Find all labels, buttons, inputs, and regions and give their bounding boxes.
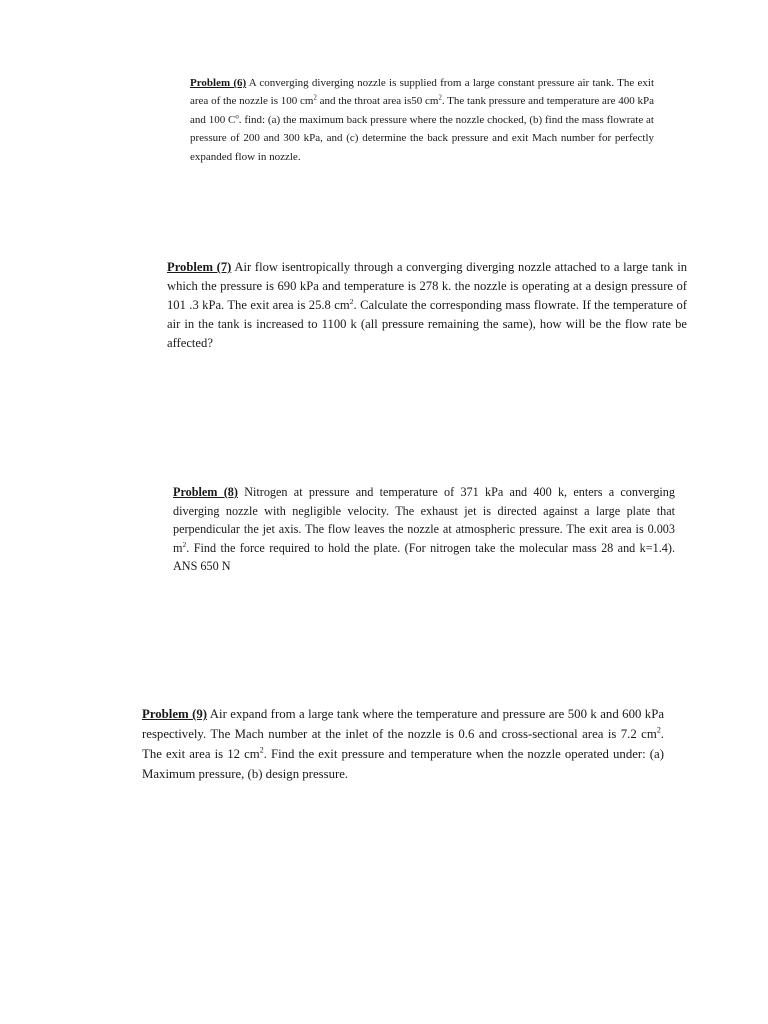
superscript: 2 bbox=[438, 94, 442, 102]
superscript: 2 bbox=[656, 725, 661, 735]
problem-9-text: Air expand from a large tank where the temperature and pressure are 500 k and 600 kPa respectively. The Mach number at the inlet of the nozzle is 0.6 and cross-sectional area is 7.2 cm bbox=[142, 707, 664, 741]
problem-8-label: Problem (8) bbox=[173, 485, 238, 499]
problem-6-text: A converging diverging nozzle is supplied from a large constant pressure air tank. The exit area of the nozzle is 100 cm bbox=[190, 77, 654, 108]
superscript: 2 bbox=[313, 94, 317, 102]
problem-9 bbox=[142, 704, 664, 784]
problem-6-text: and the throat area is50 cm bbox=[316, 95, 439, 108]
problem-9-label: Problem (9) bbox=[142, 707, 208, 721]
problem-6-text: . find: (a) the maximum back pressure where the nozzle chocked, (b) find the mass flowrate at pressure of 200 and 300 kPa, and (c) determine the back pressure and exit Mach number for perfectly expanded flow in nozzle. bbox=[190, 113, 654, 163]
problem-7-text: . Calculate the corresponding mass flowrate. If the temperature of air in the tank is increased to 1100 k (all pressure remaining the same), how will be the flow rate be affected? bbox=[167, 298, 687, 350]
problem-6 bbox=[190, 74, 654, 166]
problem-8-text: Nitrogen at pressure and temperature of 371 kPa and 400 k, enters a converging diverging nozzle with negligible velocity. The exhaust jet is directed against a large plate that perpendicular the jet axis. The flow leaves the nozzle at atmospheric pressure. The exit area is 0.003 m bbox=[173, 485, 675, 555]
problem-7-label: Problem (7) bbox=[167, 260, 232, 274]
superscript: 2 bbox=[259, 745, 264, 755]
problem-7-text: Air flow isentropically through a converging diverging nozzle attached to a large tank in which the pressure is 690 kPa and temperature is 278 k. the nozzle is operating at a design pressure of 101 .3 kPa. The exit area is 25.8 cm bbox=[167, 260, 687, 312]
problem-8-text: . Find the force required to hold the plate. (For nitrogen take the molecular mass 28 and k=1.4). ANS 650 N bbox=[173, 540, 675, 574]
problem-6-label: Problem (6) bbox=[190, 77, 247, 89]
problem-8 bbox=[173, 483, 675, 576]
problem-9-text: . Find the exit pressure and temperature when the nozzle operated under: (a) Maximum pressure, (b) design pressure. bbox=[142, 747, 664, 781]
superscript: 2 bbox=[349, 296, 354, 306]
problem-9-text: . The exit area is 12 cm bbox=[142, 727, 664, 761]
problem-6-text: . The tank pressure and temperature are 400 kPa and 100 C bbox=[190, 95, 654, 126]
problem-7 bbox=[167, 258, 687, 353]
superscript: 2 bbox=[182, 539, 187, 549]
superscript: o bbox=[235, 113, 239, 121]
